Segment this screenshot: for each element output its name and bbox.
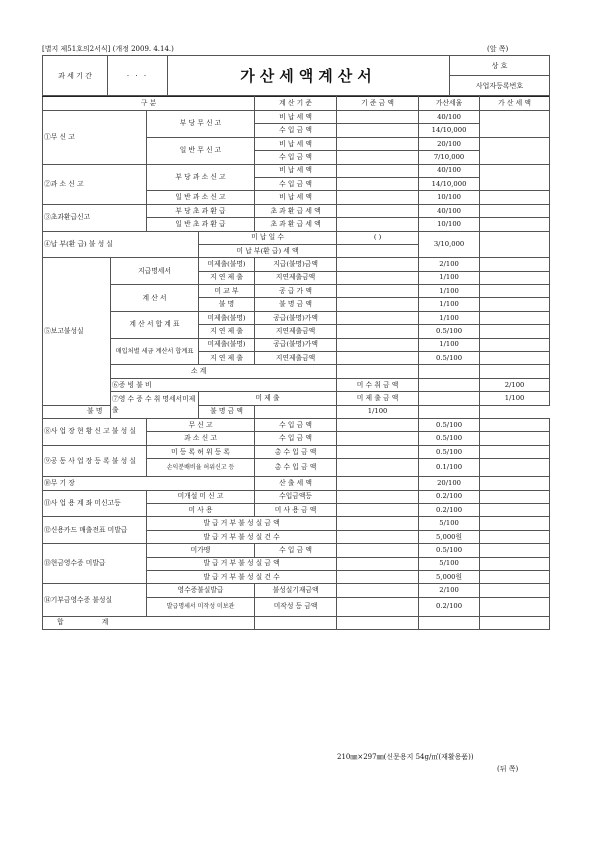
amount-cell[interactable] — [337, 530, 419, 543]
basis: 지연제출금액 — [255, 271, 337, 284]
sub-label: 미제출(불명) — [199, 258, 255, 271]
basis: 수 입 금 액 — [255, 544, 337, 557]
amount-cell[interactable] — [337, 597, 419, 616]
basis: 지연제출금액 — [255, 352, 337, 365]
rate: 5,000원 — [419, 530, 480, 543]
amount-cell[interactable] — [337, 338, 419, 351]
sub-label: 영수증불실발급 — [147, 584, 255, 597]
amount-cell[interactable] — [337, 544, 419, 557]
basis: 미 수 취 금 액 — [337, 378, 419, 391]
total-label: 합 계 — [43, 616, 255, 629]
row-label: 일 반 과 소 신 고 — [147, 191, 255, 204]
basis: 산 출 세 액 — [255, 477, 337, 490]
amount-cell[interactable] — [337, 204, 419, 217]
sub-label: 지 연 제 출 — [199, 271, 255, 284]
amount-cell[interactable] — [337, 311, 419, 324]
row-label: ⑥증 빙 불 비 — [111, 378, 337, 391]
col-category: 구 분 — [43, 97, 255, 111]
tax-cell[interactable] — [480, 584, 550, 597]
basis: 불 명 금 액 — [199, 405, 255, 418]
col-tax: 가 산 세 액 — [480, 97, 550, 111]
rate: 14/10,000 — [419, 124, 480, 137]
sub-label: 불 명 — [43, 405, 147, 418]
form-title: 가산세액계산서 — [168, 56, 450, 96]
row-label: ⑩무 기 장 — [43, 477, 255, 490]
amount-cell[interactable] — [337, 365, 419, 378]
amount-cell[interactable] — [337, 503, 419, 516]
basis: 수 입 금 액 — [255, 177, 337, 190]
tax-cell[interactable] — [480, 231, 550, 258]
tax-cell[interactable] — [480, 258, 550, 271]
row-label: ③초과환급신고 — [43, 204, 147, 231]
tax-cell[interactable] — [480, 517, 550, 530]
rate: 0.5/100 — [419, 418, 480, 431]
sub-label: 미 교 부 — [199, 285, 255, 298]
amount-cell[interactable] — [337, 164, 419, 177]
row-label: 부 당 과 소 신 고 — [147, 164, 255, 191]
rate: 40/100 — [419, 204, 480, 217]
rate: 20/100 — [419, 137, 480, 150]
rate: 1/100 — [337, 405, 419, 418]
row-label: ②과 소 신 고 — [43, 164, 147, 204]
rate: 7/10,000 — [419, 151, 480, 164]
col-basis: 계 산 기 준 — [255, 97, 337, 111]
period-value[interactable]: · · · — [108, 56, 168, 96]
basis: 미 사 용 금 액 — [255, 503, 337, 516]
basis: 지연제출금액 — [255, 325, 337, 338]
sub-label: 미 제 출 — [199, 392, 337, 405]
tax-cell[interactable] — [480, 490, 550, 503]
amount-cell[interactable] — [337, 298, 419, 311]
amount-cell[interactable] — [337, 459, 419, 477]
sub-label: 미 등 록 허 위 등 록 — [147, 445, 255, 458]
amount-cell[interactable] — [337, 137, 419, 150]
rate: 10/100 — [419, 218, 480, 231]
subtotal-label: 소 계 — [111, 365, 337, 378]
amount-cell[interactable] — [337, 418, 419, 431]
row-label: 미 납 일 수 — [199, 231, 337, 244]
basis: 총 수 입 금 액 — [255, 459, 337, 477]
rate: 1/100 — [480, 392, 550, 405]
rate: 2/100 — [419, 584, 480, 597]
basis: 공 급 가 액 — [255, 285, 337, 298]
rate: 40/100 — [419, 111, 480, 124]
basis: 수 입 금 액 — [255, 124, 337, 137]
tax-cell[interactable] — [480, 164, 550, 191]
sub-label: 미 사 용 — [147, 503, 255, 516]
row-label: ⑭기부금영수증 불성실 — [43, 584, 147, 616]
sub-label: 미제출(불명) — [199, 338, 255, 351]
amount-cell[interactable] — [337, 352, 419, 365]
rate-empty — [419, 365, 480, 378]
tax-cell[interactable] — [480, 191, 550, 204]
row-label: ⑨공 동 사 업 장 등 록 불 성 실 — [43, 445, 147, 476]
total-amount[interactable] — [337, 616, 419, 629]
rate: 10/100 — [419, 191, 480, 204]
row-label: ⑬현금영수증 미발급 — [43, 544, 147, 584]
rate: 0.5/100 — [419, 544, 480, 557]
basis: 총 수 입 금 액 — [255, 445, 337, 458]
tax-cell[interactable] — [480, 325, 550, 338]
rate: 2/100 — [419, 258, 480, 271]
basis: 비 납 세 액 — [255, 137, 337, 150]
amount-cell[interactable] — [337, 584, 419, 597]
rate: 40/100 — [419, 164, 480, 177]
basis: 지급(불명)금액 — [255, 258, 337, 271]
row-label: ⑧사 업 장 현 황 신 고 불 성 실 — [43, 418, 147, 445]
basis: 수 입 금 액 — [255, 418, 337, 431]
row-label: 부 당 초 과 환 급 — [147, 204, 255, 217]
row-label: 일 반 무 신 고 — [147, 137, 255, 164]
tax-cell[interactable] — [480, 338, 550, 351]
sub-label: 불 명 — [199, 298, 255, 311]
basis: 비 납 세 액 — [255, 191, 337, 204]
rate: 0.5/100 — [419, 325, 480, 338]
basis: 비 납 세 액 — [255, 164, 337, 177]
tax-cell[interactable] — [480, 544, 550, 557]
amount-cell[interactable] — [337, 191, 419, 204]
rate: 5,000원 — [419, 570, 480, 583]
tax-cell[interactable] — [480, 137, 550, 164]
amount-cell[interactable] — [337, 271, 419, 284]
row-label: ④납 부(환 급) 불 성 실 — [43, 231, 199, 258]
amount-cell[interactable] — [337, 177, 419, 190]
amount-cell[interactable] — [419, 378, 480, 391]
amount-cell[interactable] — [337, 570, 419, 583]
rate: 1/100 — [419, 271, 480, 284]
tax-cell[interactable] — [480, 432, 550, 445]
period-label: 과 세 기 간 — [43, 56, 108, 96]
page-side: (앞 쪽) — [487, 45, 509, 53]
bizno-label: 사업자등록번호 — [450, 76, 550, 96]
amount-cell[interactable] — [337, 557, 419, 570]
rate: 0.5/100 — [419, 445, 480, 458]
rate: 2/100 — [480, 378, 550, 391]
tax-cell[interactable] — [480, 298, 550, 311]
sub-label: 미가맹 — [147, 544, 255, 557]
tax-cell[interactable] — [480, 597, 550, 616]
page-back: (뒤 쪽) — [497, 765, 519, 773]
rate: 1/100 — [419, 338, 480, 351]
col-rate: 가산세율 — [419, 97, 480, 111]
tax-cell[interactable] — [480, 459, 550, 477]
rate: 1/100 — [419, 298, 480, 311]
tax-cell[interactable] — [480, 271, 550, 284]
basis: 불성실기재금액 — [255, 584, 337, 597]
amount-cell[interactable] — [337, 151, 419, 164]
basis: 공급(불명)가액 — [255, 311, 337, 324]
row-label: ⑪사 업 용 계 좌 미신고등 — [43, 490, 147, 517]
amount-cell[interactable] — [255, 405, 337, 418]
tax-cell[interactable] — [480, 218, 550, 231]
amount-cell[interactable] — [337, 218, 419, 231]
rate: 5/100 — [419, 517, 480, 530]
rate: 1/100 — [419, 285, 480, 298]
tax-cell[interactable] — [480, 285, 550, 298]
amount-cell[interactable] — [337, 111, 419, 124]
sub-label: 미개설 미 신 고 — [147, 490, 255, 503]
row-label: 매입처별 세금 계산서 합계표 — [111, 338, 199, 365]
basis: 수 입 금 액 — [255, 432, 337, 445]
tax-cell[interactable] — [480, 570, 550, 583]
sub-label: 발급명세서 미작성 미보관 — [147, 597, 255, 616]
basis: 불 명 금 액 — [255, 298, 337, 311]
basis: 초 과 환 급 세 액 — [255, 218, 337, 231]
row-label: 미 납 부(환 급) 세 액 — [199, 244, 337, 257]
row-label: ⑦영 수 증 수 취 명세서미제출 — [111, 392, 199, 419]
amount-cell[interactable] — [337, 285, 419, 298]
sub-label: 지 연 제 출 — [199, 325, 255, 338]
amount-cell[interactable] — [337, 244, 419, 257]
amount-cell[interactable] — [337, 124, 419, 137]
tax-cell[interactable] — [480, 557, 550, 570]
tax-cell[interactable] — [480, 477, 550, 490]
rate: 0.5/100 — [419, 432, 480, 445]
total-tax[interactable] — [480, 616, 550, 629]
row-label: 계 산 서 합 계 표 — [111, 311, 199, 338]
header-table — [42, 55, 550, 96]
sub-label: 손익분배비율 허위신고 등 — [147, 459, 255, 477]
sub-label: 지 연 제 출 — [199, 352, 255, 365]
row-label: 지급명세서 — [111, 258, 199, 285]
rate: 0.1/100 — [419, 459, 480, 477]
sub-label: 무 신 고 — [147, 418, 255, 431]
form-number: [별지 제51호의2서식] (개정 2009. 4.14.) — [42, 45, 174, 53]
tax-cell[interactable] — [480, 418, 550, 431]
basis: 미 제 출 금 액 — [337, 392, 419, 405]
tax-cell[interactable] — [480, 530, 550, 543]
rate: 0.5/100 — [419, 352, 480, 365]
tax-cell[interactable] — [480, 204, 550, 217]
tax-cell[interactable] — [480, 352, 550, 365]
rate: 20/100 — [419, 477, 480, 490]
amount-cell[interactable] — [337, 258, 419, 271]
days-input[interactable]: ( ) — [337, 231, 419, 244]
tax-cell[interactable] — [480, 503, 550, 516]
total-basis — [255, 616, 337, 629]
row-label: ①무 신 고 — [43, 111, 147, 165]
amount-cell[interactable] — [337, 445, 419, 458]
sub-label: 발 급 거 부 불 성 실 금 액 — [147, 557, 337, 570]
basis: 수 입 금 액 — [255, 151, 337, 164]
sub-label: 미제출(불명) — [199, 311, 255, 324]
paper-size: 210㎜×297㎜(신문용지 54g/㎡(재활용품)) — [337, 753, 474, 761]
tax-cell[interactable] — [419, 405, 480, 418]
rate: 5/100 — [419, 557, 480, 570]
tax-cell[interactable] — [480, 365, 550, 378]
basis: 미작성 등 금액 — [255, 597, 337, 616]
row-label: ⑤보고불성실 — [43, 258, 111, 405]
row-label: ⑫신용카드 매출전표 미발급 — [43, 517, 147, 544]
basis: 공급(불명)가액 — [255, 338, 337, 351]
sub-label: 발 급 거 부 불 성 실 건 수 — [147, 570, 337, 583]
rate: 0.2/100 — [419, 490, 480, 503]
penalty-table — [42, 96, 550, 630]
rate: 14/10,000 — [419, 177, 480, 190]
amount-cell[interactable] — [337, 325, 419, 338]
sub-label: 발 급 거 부 불 성 실 건 수 — [147, 530, 337, 543]
basis: 초 과 환 급 세 액 — [255, 204, 337, 217]
amount-cell[interactable] — [337, 490, 419, 503]
row-label: 일 반 초 과 환 급 — [147, 218, 255, 231]
tax-cell[interactable] — [480, 111, 550, 138]
tax-cell[interactable] — [480, 311, 550, 324]
amount-cell[interactable] — [419, 392, 480, 405]
tax-cell[interactable] — [480, 445, 550, 458]
rate: 0.2/100 — [419, 503, 480, 516]
col-basis-amount: 기 준 금 액 — [337, 97, 419, 111]
amount-cell[interactable] — [337, 517, 419, 530]
row-label: 계 산 서 — [111, 285, 199, 312]
row-label: 부 당 무 신 고 — [147, 111, 255, 138]
sub-label: 발 급 거 부 불 성 실 금 액 — [147, 517, 337, 530]
company-label: 상 호 — [450, 56, 550, 76]
basis: 수입금액등 — [255, 490, 337, 503]
amount-cell[interactable] — [337, 432, 419, 445]
rate: 3/10,000 — [419, 231, 480, 258]
basis: 비 납 세 액 — [255, 111, 337, 124]
rate: 1/100 — [419, 311, 480, 324]
sub-label: 과 소 신 고 — [147, 432, 255, 445]
total-rate — [419, 616, 480, 629]
amount-cell[interactable] — [337, 477, 419, 490]
rate: 0.2/100 — [419, 597, 480, 616]
